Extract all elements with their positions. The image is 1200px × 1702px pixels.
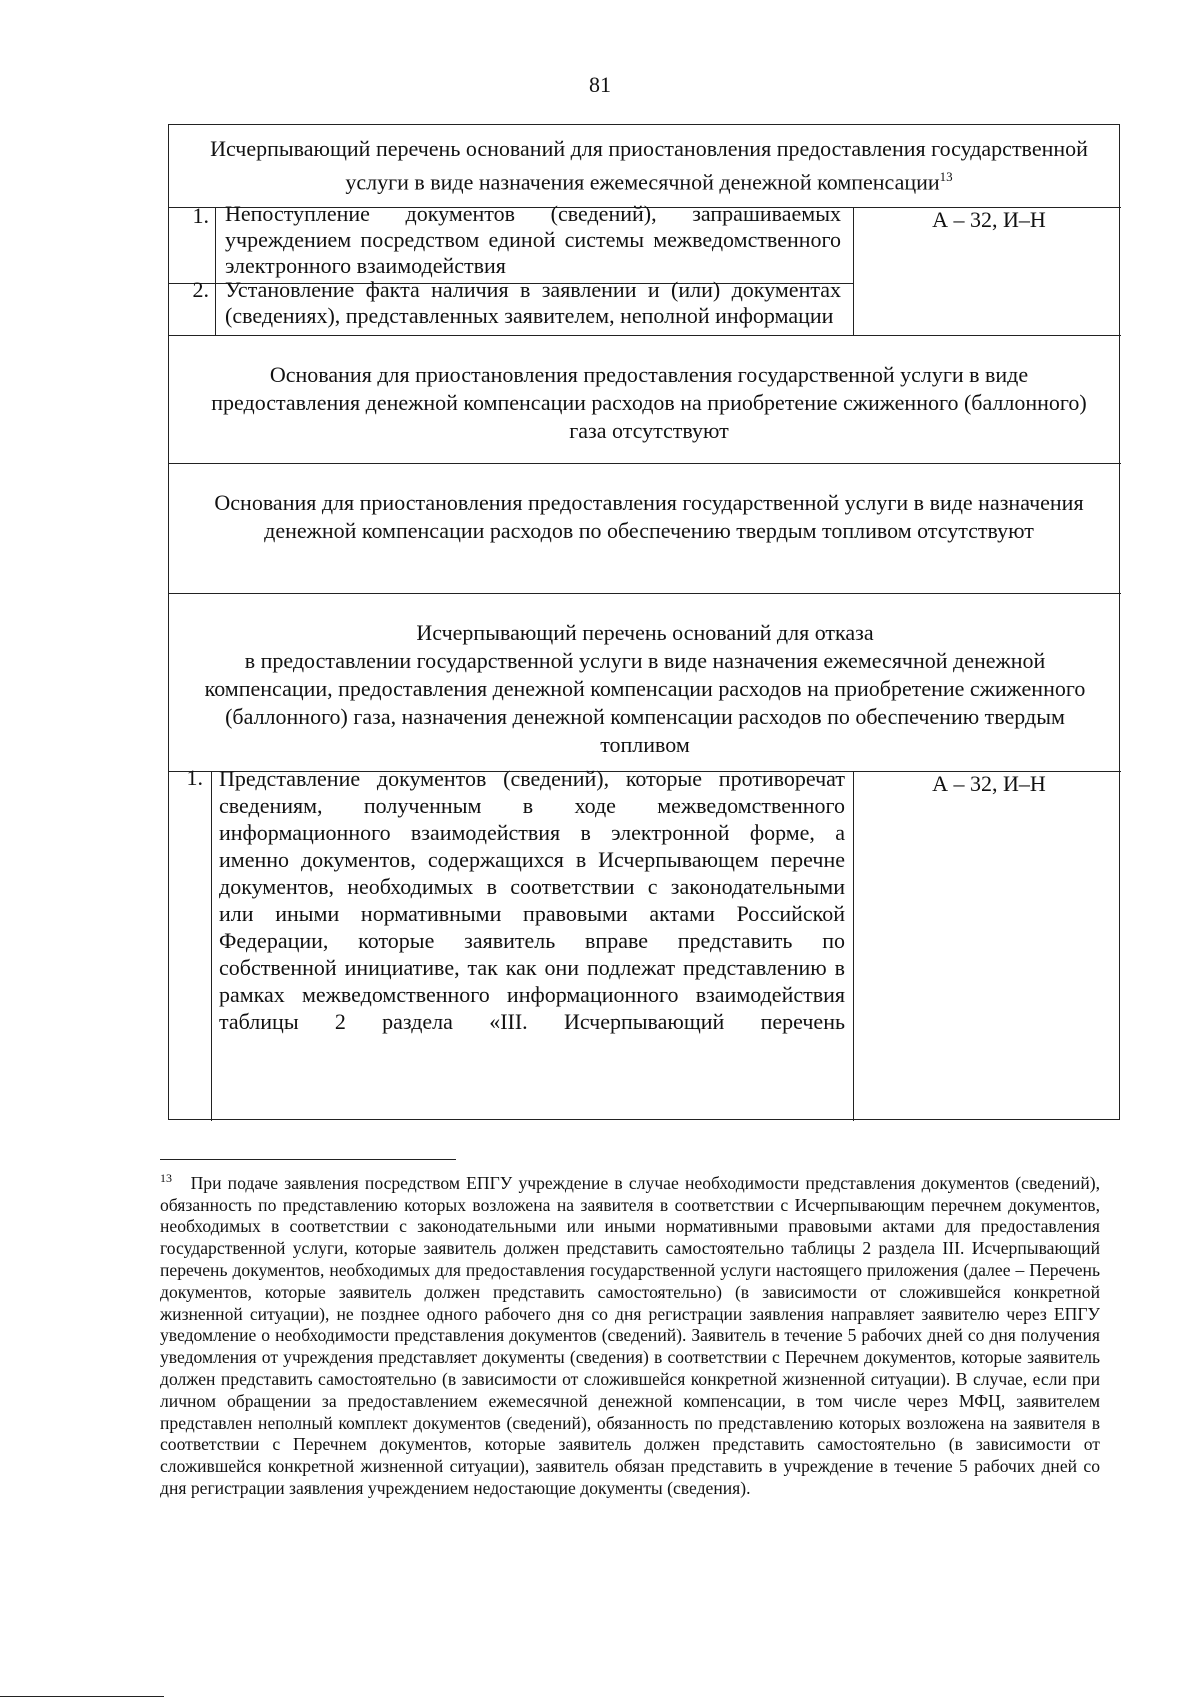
text-line: Непоступление документов (сведений), запрашиваемых (225, 201, 841, 226)
text-line: или иными нормативными правовыми актами Российской (219, 901, 845, 926)
text-line: Представление документов (сведений), которые противоречат (219, 766, 845, 791)
footnote-separator (160, 1159, 456, 1160)
text-line: сведениям, полученным в ходе межведомственного (219, 793, 845, 818)
column-divider (211, 771, 212, 1121)
text-line: собственной инициативе, так как они подлежат представлению в (219, 955, 845, 980)
section-title-suspension-monthly (209, 135, 1089, 196)
text-line: именно документов, содержащихся в Исчерпывающем перечне (219, 847, 845, 872)
page-number: 81 (589, 72, 611, 97)
row-number: 1. (192, 203, 209, 228)
text-line: (сведениях), представленных заявителем, неполной информации (225, 303, 834, 328)
text-line: Федерации, которые заявитель вправе представить по (219, 928, 845, 953)
text-line: рамках межведомственного информационного взаимодействия (219, 982, 845, 1007)
row-divider (169, 335, 1121, 336)
grounds-table (168, 124, 1120, 1120)
row-text (225, 201, 841, 279)
page-edge-line (0, 1696, 164, 1697)
row-code: А – 32, И–Н (932, 207, 1046, 232)
text-line: документов, необходимых в соответствии с законодательными (219, 874, 845, 899)
text-line: Установление факта наличия в заявлении и (или) документах (225, 277, 841, 302)
section-title-text: Исчерпывающий перечень оснований для отказа (416, 620, 874, 645)
row-number: 2. (192, 277, 209, 302)
footnote-mark: 13 (160, 1171, 172, 1185)
section-title-text: Исчерпывающий перечень оснований для приостановления предоставления государственной услуги в виде назначения ежемесячной денежной компенсации (210, 136, 1088, 195)
column-divider (853, 771, 854, 1121)
row-divider (169, 463, 1121, 464)
text-line: информационного взаимодействия в электронной форме, а (219, 820, 845, 845)
row-number: 1. (186, 765, 203, 790)
text-line: таблицы 2 раздела «III. Исчерпывающий перечень (219, 1009, 845, 1034)
text-line: электронного взаимодействия (225, 253, 506, 278)
row-divider (169, 593, 1121, 594)
footnote-text: При подаче заявления посредством ЕПГУ учреждение в случае необходимости представления документов (сведений), обязанность по представлению которых возложена на заявителя в соответствии с Исчерпывающим перечнем документов, необходимых в соответствии с законодательными или иными нормативными правовыми актами для предоставления государственной услуги, которые заявитель должен представить самостоятельно таблицы 2 раздела III. Исчерпывающий перечень документов, необходимых для предоставления государственной услуги настоящего приложения (далее – Перечень документов, которые заявитель должен представить самостоятельно) (в зависимости от сложившейся конкретной жизненной ситуации), не позднее одного рабочего дня со дня регистрации заявления направляет заявителю через ЕПГУ уведомление о необходимости представления документов (сведений). Заявитель в течение 5 рабочих дней со дня получения уведомления от учреждения представляет документы (сведения) в соответствии с Перечнем документов, которые заявитель должен представить самостоятельно (в зависимости от сложившейся конкретной жизненной ситуации). В случае, если при личном обращении за предоставлением ежемесячной денежной компенсации, в том числе через МФЦ, заявителем представлен неполный комплект документов (сведений), обязанность по представлению которых возложена на заявителя в соответствии с Перечнем документов, которые заявитель должен представить самостоятельно (в зависимости от сложившейся конкретной жизненной ситуации), заявитель обязан представить в учреждение в течение 5 рабочих дней со дня регистрации заявления учреждением недостающие документы (сведения). (160, 1172, 1100, 1499)
section-title-suspension-fuel: Основания для приостановления предоставления государственной услуги в виде назначения денежной компенсации расходов по обеспечению твердым топливом отсутствуют (214, 490, 1084, 543)
footnote (160, 1168, 1100, 1500)
section-title-text: в предоставлении государственной услуги в виде назначения ежемесячной денежной компенсации, предоставления денежной компенсации расходов на приобретение сжиженного (баллонного) газа, назначения денежной компенсации расходов по обеспечению твердым топливом (204, 648, 1086, 757)
text-line: учреждением посредством единой системы межведомственного (225, 227, 841, 252)
row-text (219, 765, 845, 1035)
section-title-refusal (189, 619, 1101, 759)
footnote-ref: 13 (939, 169, 953, 184)
column-divider (215, 207, 216, 335)
row-code: А – 32, И–Н (932, 771, 1046, 796)
column-divider (853, 207, 854, 335)
section-title-suspension-gas: Основания для приостановления предоставления государственной услуги в виде предоставления денежной компенсации расходов на приобретение сжиженного (баллонного) газа отсутствуют (211, 362, 1087, 443)
row-text (225, 277, 841, 329)
